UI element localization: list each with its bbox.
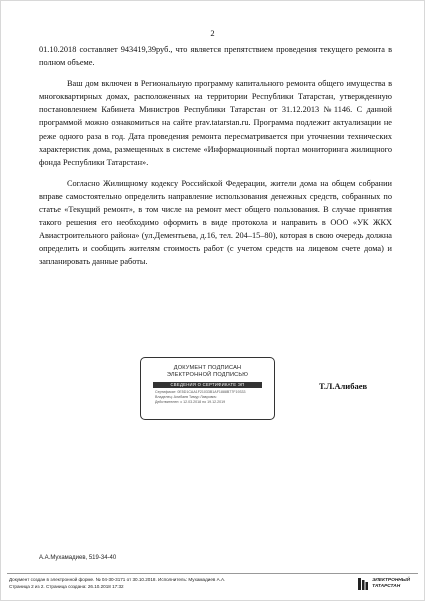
paragraph-debt: 01.10.2018 составляет 943419,39руб., что является препятствием проведения текущего ремонта в полном объеме. bbox=[39, 45, 392, 68]
footer-line-page: Страница 2 из 2. Страница создана: 26.10.2018 17:32 bbox=[9, 584, 124, 589]
paragraph-regional-program: Ваш дом включен в Региональную программу капитального ремонта общего имущества в многоквартирных домах, расположенных на территории Республики Татарстан, утвержденную постановлением Кабинета Министров Республики Татарстан от 31.12.2013 №1146. С данной программой можно ознакомиться на сайте prav.tatarstan.ru. Программа подлежит актуализации не реже одного раза в год. Дата проведения ремонта пересматривается при уточнении технических характеристик дома, размещенных в системе «Информационный портал мониторинга жилищного фонда Республики Татарстан». bbox=[39, 79, 392, 167]
paragraph-housing-code: Согласно Жилищному кодексу Российской Федерации, жители дома на общем собрании вправе самостоятельно определить направление использования денежных средств, собранных по статье «Текущий ремонт», в том числе на ремонт мест общего пользования. В случае принятия такого решения его необходимо оформить в виде протокола и направить в ООО «УК ЖКХ Авиастроительного района» (ул.Дементьева, д.16, тел. 204–15–80), которая в свою очередь должна определить и сообщить жителям стоимость работ (с учетом средств на лицевом счете дома) и запланировать данные работы. bbox=[39, 178, 392, 267]
page-number: 2 bbox=[210, 28, 215, 38]
stamp-certificate-bar: СВЕДЕНИЯ О СЕРТИФИКАТЕ ЭП bbox=[153, 382, 262, 388]
footer-line-document: Документ создан в электронной форме. № 04-30-3171 от 30.10.2018. Исполнитель: Мухамадиев А.А. bbox=[9, 577, 226, 582]
stamp-title-line2: ЭЛЕКТРОННОЙ ПОДПИСЬЮ bbox=[166, 372, 249, 378]
electronic-tatarstan-logo bbox=[357, 577, 410, 591]
letter-body bbox=[39, 43, 392, 277]
stamp-title-line1: ДОКУМЕНТ ПОДПИСАН bbox=[173, 365, 242, 371]
stamp-validity: Действителен: с 12.03.2018 по 19.12.2019 bbox=[155, 400, 226, 404]
stamp-owner: Владелец: Алибаев Тимур Лаврович bbox=[155, 395, 217, 399]
executor-contact: А.А.Мухамадиев, 519-34-40 bbox=[39, 555, 117, 561]
stamp-certificate-number: Сертификат: 0E5D1CAA1F21033B1AF1888B77F19333 bbox=[155, 390, 246, 394]
footer-divider bbox=[7, 573, 418, 574]
footer-info bbox=[9, 576, 225, 590]
electronic-tatarstan-logo-icon bbox=[357, 577, 369, 591]
electronic-signature-stamp bbox=[140, 357, 275, 420]
logo-line1: ЭЛЕКТРОННЫЙ bbox=[372, 578, 410, 583]
logo-line2: ТАТАРСТАН bbox=[372, 584, 401, 589]
signer-name: Т.Л.Алибаев bbox=[319, 381, 368, 391]
